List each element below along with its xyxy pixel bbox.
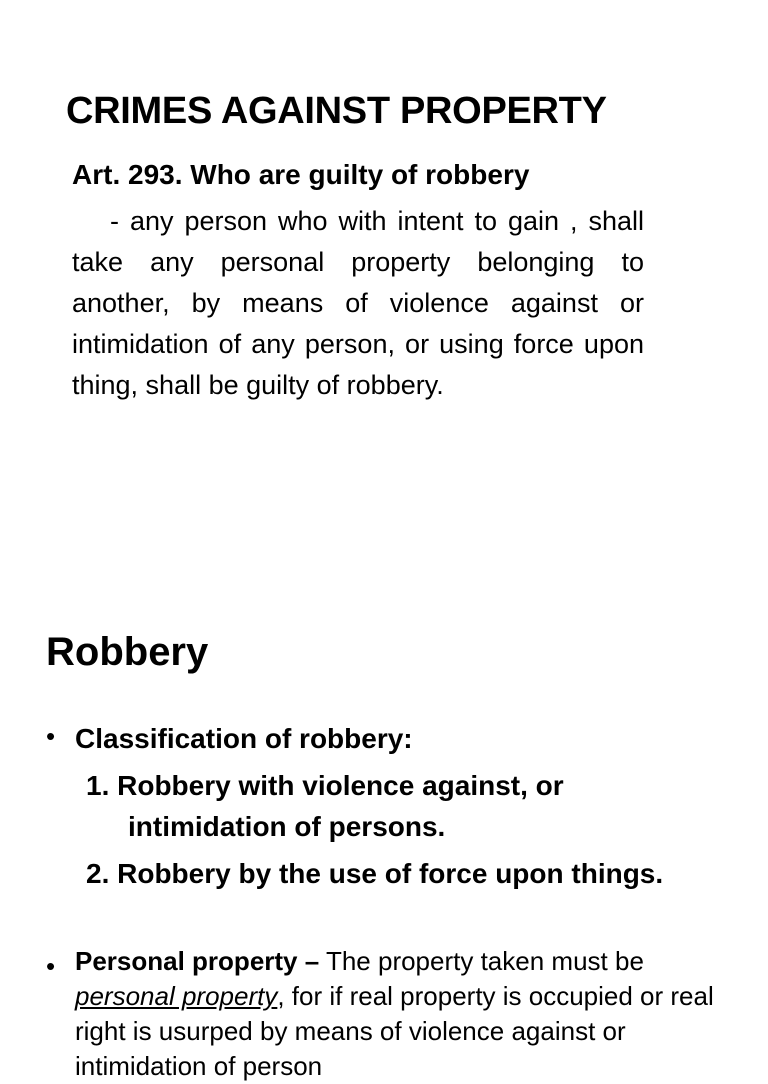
paragraph-text: , for if real property is occupied or real right is usurped by means of violence against or intimidation of person	[75, 981, 714, 1081]
bullet-icon: •	[46, 721, 56, 751]
bullet-icon: •	[46, 951, 56, 981]
article-heading: Art. 293. Who are guilty of robbery	[72, 159, 530, 190]
emphasized-term: personal property	[75, 981, 278, 1011]
list-item-continuation: intimidation of persons.	[128, 811, 446, 842]
slide-title: CRIMES AGAINST PROPERTY	[66, 90, 607, 132]
classification-heading: Classification of robbery:	[75, 723, 413, 754]
list-item: 1. Robbery with violence against, or	[86, 770, 564, 801]
personal-property-term: Personal property –	[75, 946, 320, 976]
slide-title: Robbery	[46, 630, 209, 674]
personal-property-paragraph	[75, 944, 735, 1084]
list-item: 2. Robbery by the use of force upon things.	[86, 858, 664, 889]
slide-robbery	[0, 576, 768, 1081]
paragraph-text: The property taken must be	[319, 946, 644, 976]
robbery-definition: - any person who with intent to gain , shall take any personal property belonging to another, by means of violence against or intimidation of any person, or using force upon thing, shall be guilty of robbery.	[72, 206, 644, 400]
